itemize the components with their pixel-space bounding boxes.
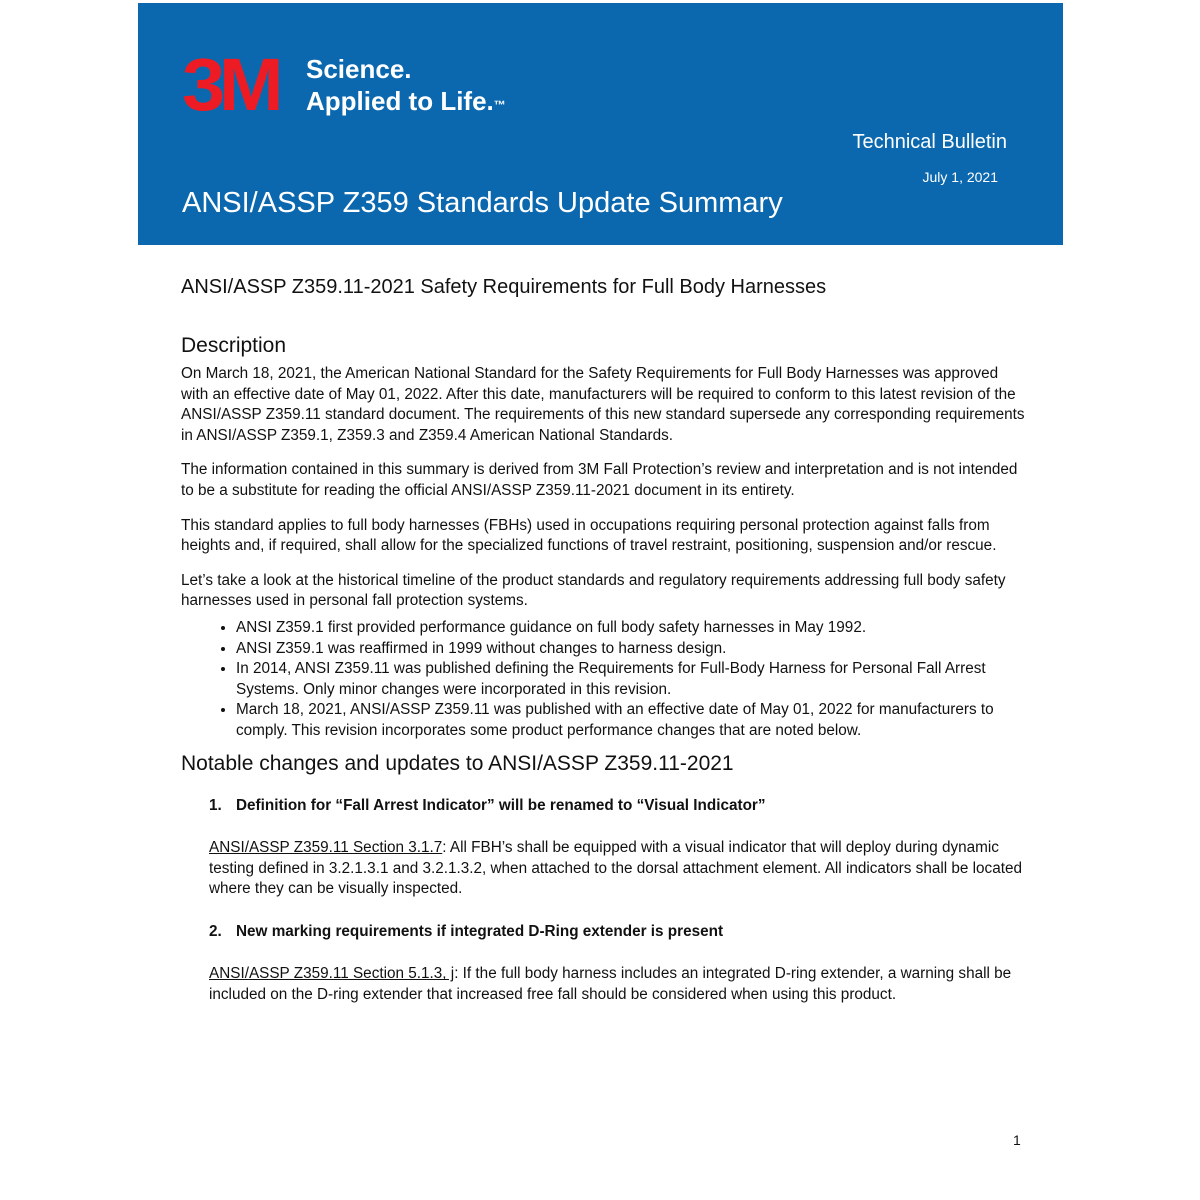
change-item-2 [181,922,1026,1006]
timeline-item: • ANSI Z359.1 was reaffirmed in 1999 without changes to harness design. [236,639,1026,660]
description-paragraph: Let’s take a look at the historical timeline of the product standards and regulatory requirements addressing full body safety harnesses used in personal fall protection systems. [181,571,1006,610]
3m-logo: 3M [182,43,278,126]
change-body [209,964,1026,1005]
change-title [209,922,1026,943]
section-reference: ANSI/ASSP Z359.11 Section 5.1.3, j [209,965,455,983]
change-body [209,838,1026,900]
header-band [138,3,1063,245]
change-number: 1. [209,796,222,814]
slogan [306,53,506,117]
slogan-line1: Science. [306,54,412,84]
changes-heading: Notable changes and updates to ANSI/ASSP Z359.11-2021 [181,751,734,775]
description-heading: Description [181,334,287,357]
change-text: : If the full body harness includes an integrated D-ring extender, a warning shall be included on the D-ring extender that increased free fall should be considered when using this product. [209,965,1012,1004]
timeline-item: • March 18, 2021, ANSI/ASSP Z359.11 was published with an effective date of May 01, 2022 for manufacturers to comply. This revision incorporates some product performance changes that are noted below. [236,700,1026,741]
change-text: : All FBH’s shall be equipped with a visual indicator that will deploy during dynamic testing defined in 3.2.1.3.1 and 3.2.1.3.2, when attached to the dorsal attachment element. All indicators shall be located where they can be visually inspected. [209,839,1022,898]
description-paragraph: This standard applies to full body harnesses (FBHs) used in occupations requiring personal protection against falls from heights and, if required, shall allow for the specialized functions of travel restraint, positioning, suspension and/or rescue. [181,516,997,555]
description-paragraph: On March 18, 2021, the American National Standard for the Safety Requirements for Full Body Harnesses was approved with an effective date of May 01, 2022. After this date, manufacturers will be required to conform to this latest revision of the ANSI/ASSP Z359.11 standard document. The requirements of this new standard supersede any corresponding requirements in ANSI/ASSP Z359.1, Z359.3 and Z359.4 American National Standards. [181,365,1025,444]
slogan-line2-wrap [306,85,506,117]
section-reference: ANSI/ASSP Z359.11 Section 3.1.7 [209,839,443,857]
timeline-item: • In 2014, ANSI Z359.11 was published defining the Requirements for Full-Body Harness for Personal Fall Arrest Systems. Only minor changes were incorporated in this revision. [236,659,1026,700]
standard-title: ANSI/ASSP Z359.11-2021 Safety Requirements for Full Body Harnesses [181,276,827,298]
description-paragraph: The information contained in this summary is derived from 3M Fall Protection’s review and interpretation and is not intended to be a substitute for reading the official ANSI/ASSP Z359.11-2021 document in its entirety. [181,461,1018,499]
bulletin-type: Technical Bulletin [852,131,1007,153]
change-item-1 [181,796,1026,900]
trademark-symbol: ™ [493,98,506,112]
slogan-line2: Applied to Life. [306,86,494,116]
change-title [209,796,1026,817]
document-title: ANSI/ASSP Z359 Standards Update Summary [182,187,783,219]
timeline-item: • ANSI Z359.1 first provided performance guidance on full body safety harnesses in May 1992. [236,618,1026,639]
page-number: 1 [1013,1132,1021,1148]
document-body [181,272,1026,1028]
bulletin-date: July 1, 2021 [922,169,998,185]
change-title-text: New marking requirements if integrated D-Ring extender is present [236,922,724,940]
change-title-text: Definition for “Fall Arrest Indicator” will be renamed to “Visual Indicator” [236,796,766,814]
timeline-list [181,618,1026,742]
change-number: 2. [209,922,222,940]
